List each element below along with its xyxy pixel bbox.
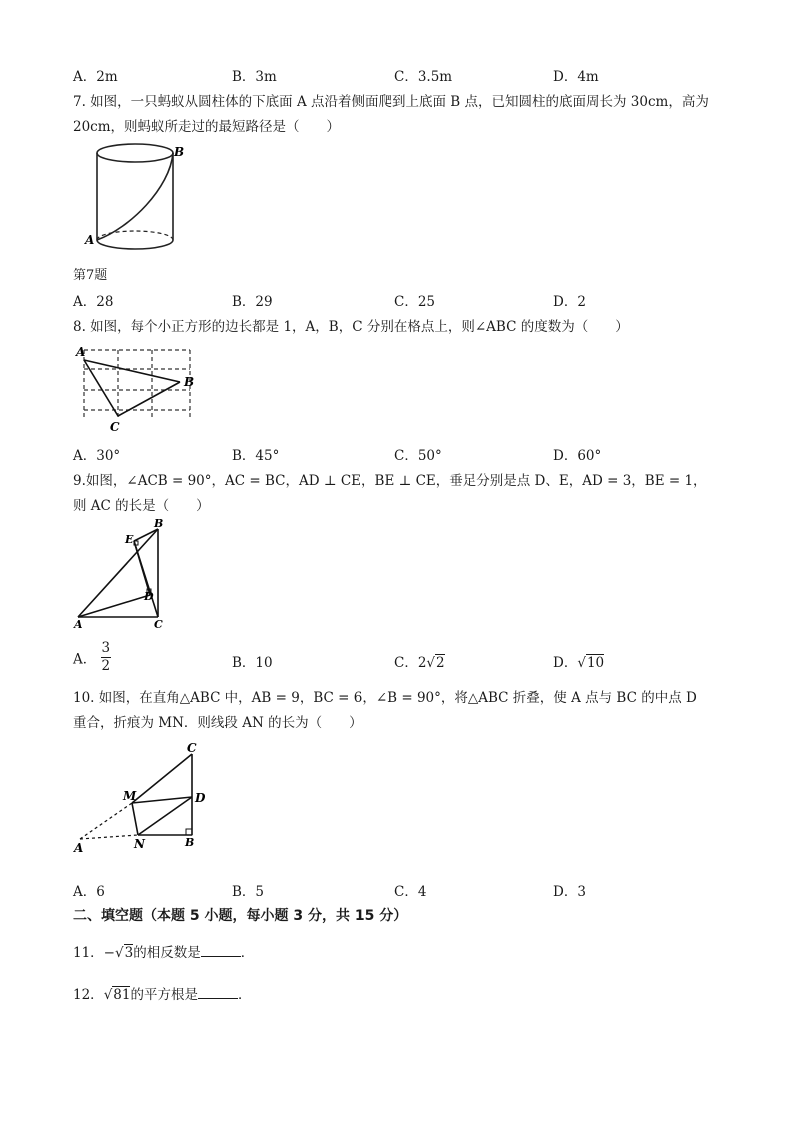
q10-option-b: B．5 — [232, 884, 265, 900]
q10-label-a: A — [74, 841, 84, 855]
q11-question — [73, 941, 254, 961]
q9-option-d-prefix: D． — [553, 655, 578, 671]
q7-option-a: A．28 — [73, 294, 114, 310]
q8-label-a: A — [76, 345, 86, 359]
q7-cylinder-figure — [70, 138, 205, 260]
q9-option-c-radical-sign: √ — [426, 655, 436, 671]
q9-option-d-radicand: 10 — [586, 655, 605, 671]
q9-option-a-denominator: 2 — [101, 658, 111, 674]
q6-option-a: A．2m — [73, 69, 118, 85]
q9-label-d: D — [144, 590, 154, 603]
q10-fold-figure — [70, 740, 220, 860]
q10-label-n: N — [134, 837, 145, 851]
q11-suffix: 的相反数是 — [133, 945, 201, 961]
q9-option-b: B．10 — [232, 655, 273, 671]
q7-label-b: B — [174, 145, 185, 159]
q8-option-d: D．60° — [553, 448, 602, 464]
q12-radical-sign: √ — [103, 987, 113, 1003]
q9-question-line1: 9.如图，∠ACB = 90°，AC = BC，AD ⊥ CE，BE ⊥ CE，垂足分别是点 D、E，AD = 3，BE = 1， — [73, 473, 707, 489]
q12-prefix: 12． — [73, 987, 104, 1003]
q9-option-c — [394, 651, 445, 671]
q10-label-b: B — [185, 836, 195, 849]
q9-triangle-figure — [70, 517, 180, 629]
q11-radicand: 3 — [124, 945, 134, 961]
q7-option-d: D．2 — [553, 294, 586, 310]
q12-answer-blank[interactable] — [198, 986, 238, 999]
q9-option-c-prefix: C．2 — [394, 655, 427, 671]
q9-option-a-fraction — [101, 640, 112, 675]
q9-label-e: E — [125, 533, 134, 546]
q6-option-b: B．3m — [232, 69, 277, 85]
q8-question-line1: 8. 如图，每个小正方形的边长都是 1，A，B，C 分别在格点上，则∠ABC 的度数为（ ） — [73, 319, 629, 335]
q10-label-c: C — [187, 741, 197, 755]
q10-question-line2: 重合，折痕为 MN．则线段 AN 的长为（ ） — [73, 715, 363, 731]
q8-label-b: B — [184, 375, 195, 389]
q12-end: ． — [237, 987, 252, 1003]
q11-radical-sign: √ — [115, 945, 124, 961]
q9-label-c: C — [154, 618, 163, 629]
q12-radicand: 81 — [113, 987, 131, 1003]
q8-option-b: B．45° — [232, 448, 280, 464]
q9-question-line2: 则 AC 的长是（ ） — [73, 498, 210, 514]
q10-option-a: A．6 — [73, 884, 105, 900]
q9-option-a-prefix: A． — [73, 651, 97, 668]
q8-grid-figure — [72, 340, 202, 435]
q9-option-c-radicand: 2 — [436, 655, 445, 671]
q11-end: ． — [240, 945, 255, 961]
q11-prefix: 11．− — [73, 945, 115, 961]
q8-label-c: C — [110, 420, 120, 434]
q6-option-c: C．3.5m — [394, 69, 453, 85]
q10-option-d: D．3 — [553, 884, 586, 900]
q7-label-a: A — [85, 233, 95, 247]
q9-label-a: A — [74, 618, 83, 629]
q10-option-c: C．4 — [394, 884, 427, 900]
q9-option-a-numerator: 3 — [101, 640, 111, 656]
q7-option-b: B．29 — [232, 294, 273, 310]
q9-option-d — [553, 651, 604, 671]
q7-caption: 第7题 — [73, 268, 108, 283]
q11-answer-blank[interactable] — [201, 944, 241, 957]
q7-question-line1: 7. 如图，一只蚂蚁从圆柱体的下底面 A 点沿着侧面爬到上底面 B 点，已知圆柱的底面周长为 30cm，高为 — [73, 94, 709, 110]
q7-question-line2: 20cm，则蚂蚁所走过的最短路径是（ ） — [73, 119, 341, 135]
q12-question — [73, 983, 251, 1003]
q12-suffix: 的平方根是 — [130, 987, 198, 1003]
q6-option-d: D．4m — [553, 69, 599, 85]
q10-question-line1: 10. 如图，在直角△ABC 中，AB = 9，BC = 6，∠B = 90°，将△ABC 折叠，使 A 点与 BC 的中点 D — [73, 690, 697, 706]
q9-label-b: B — [154, 517, 164, 530]
q8-option-a: A．30° — [73, 448, 121, 464]
q10-label-d: D — [195, 791, 206, 805]
q9-option-a — [73, 640, 111, 675]
q8-option-c: C．50° — [394, 448, 442, 464]
q10-label-m: M — [123, 789, 137, 803]
q9-option-d-radical-sign: √ — [577, 655, 586, 671]
section-fill-in-title: 二、填空题（本题 5 小题，每小题 3 分，共 15 分） — [73, 908, 408, 924]
q7-option-c: C．25 — [394, 294, 436, 310]
